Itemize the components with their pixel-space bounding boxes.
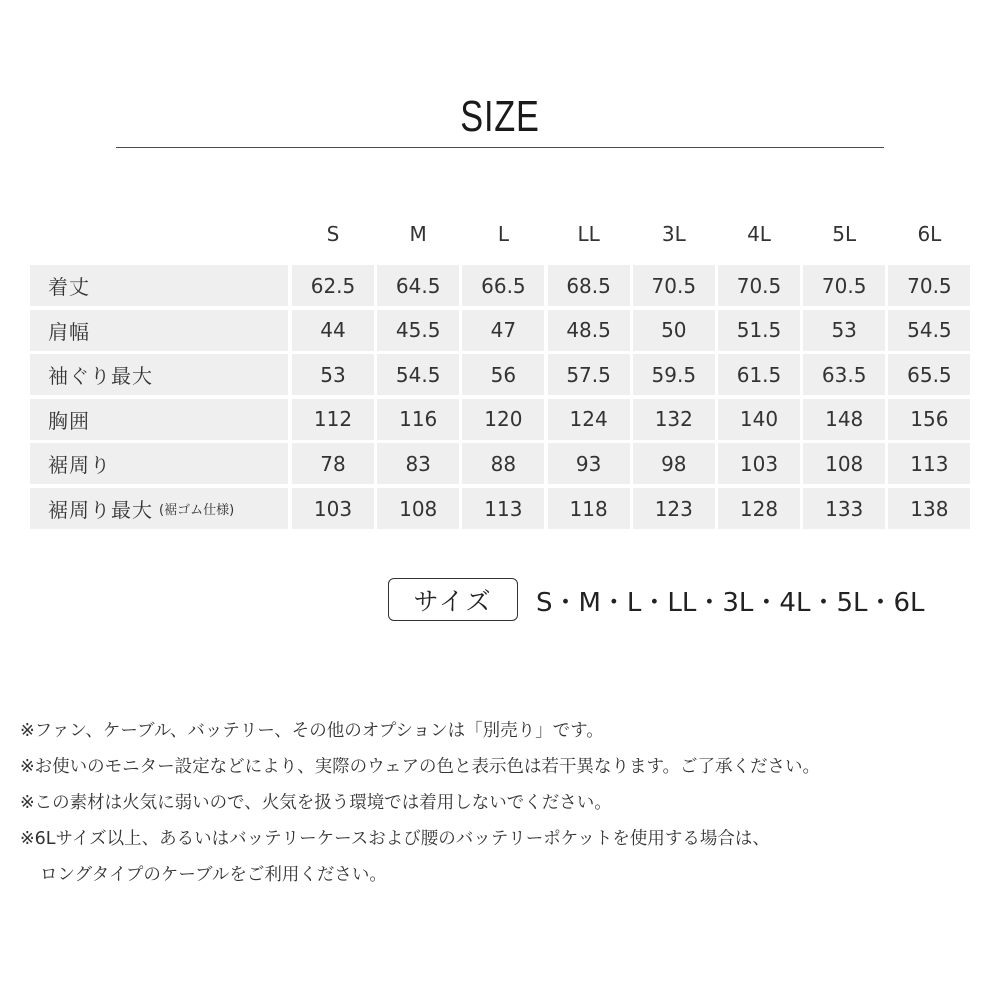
note-line: ※ファン、ケーブル、バッテリー、その他のオプションは「別売り」です。 [20,721,604,741]
table-row [30,488,970,529]
table-cell: 44 [292,310,374,351]
row-label [30,265,288,306]
table-row [30,265,970,306]
table-cell: 112 [292,399,374,440]
available-sizes: S・M・L・LL・3L・4L・5L・6L [536,588,925,618]
row-label-note: (裾ゴム仕様) [159,503,235,518]
row-label-text: 裾周り最大 [48,498,153,522]
table-cell: 140 [718,399,800,440]
table-cell: 103 [292,488,374,529]
table-cell: 98 [633,443,715,484]
size-header-5l: 5L [832,222,857,246]
table-cell: 62.5 [292,265,374,306]
table-cell: 83 [377,443,459,484]
table-cell: 51.5 [718,310,800,351]
table-cell: 48.5 [548,310,630,351]
table-cell: 116 [377,399,459,440]
row-label [30,354,288,395]
table-cell: 65.5 [888,354,970,395]
table-cell: 113 [888,443,970,484]
table-row [30,399,970,440]
table-cell: 53 [292,354,374,395]
row-label [30,443,288,484]
table-cell: 47 [462,310,544,351]
size-header-row [0,222,1000,254]
table-cell: 93 [548,443,630,484]
row-label-text: 着丈 [48,275,90,299]
size-header-3l: 3L [661,222,686,246]
title-divider [116,147,884,148]
note-line: ※この素材は火気に弱いので、火気を扱う環境では着用しないでください。 [20,793,612,813]
table-cell: 70.5 [803,265,885,306]
table-row [30,310,970,351]
row-label [30,399,288,440]
row-label-text: 袖ぐり最大 [48,364,153,389]
size-box-label: サイズ [388,578,518,621]
table-cell: 70.5 [718,265,800,306]
table-cell: 70.5 [888,265,970,306]
table-cell: 45.5 [377,310,459,351]
table-cell: 133 [803,488,885,529]
table-cell: 68.5 [548,265,630,306]
table-cell: 54.5 [888,310,970,351]
size-header-m: M [409,222,427,246]
table-cell: 61.5 [718,354,800,395]
row-label-text: 裾周り [48,453,111,478]
table-cell: 120 [462,399,544,440]
table-cell: 108 [377,488,459,529]
row-label [30,488,288,529]
table-cell: 108 [803,443,885,484]
row-label-text: 胸囲 [48,408,90,433]
notes-section [20,713,985,893]
size-header-4l: 4L [747,222,771,246]
table-cell: 128 [718,488,800,529]
page-title: SIZE [460,92,540,141]
table-row [30,354,970,395]
table-cell: 124 [548,399,630,440]
table-cell: 64.5 [377,265,459,306]
table-cell: 66.5 [462,265,544,306]
table-cell: 132 [633,399,715,440]
note-line: ※6Lサイズ以上、あるいはバッテリーケースおよび腰のバッテリーポケットを使用する場合は、 [20,829,770,849]
table-row [30,443,970,484]
size-header-l: L [497,222,509,246]
row-label-text: 肩幅 [48,319,90,344]
table-cell: 123 [633,488,715,529]
table-cell: 70.5 [633,265,715,306]
table-cell: 88 [462,443,544,484]
table-cell: 103 [718,443,800,484]
table-cell: 50 [633,310,715,351]
table-cell: 138 [888,488,970,529]
size-header-6l: 6L [917,222,942,246]
table-cell: 53 [803,310,885,351]
table-cell: 156 [888,399,970,440]
table-cell: 56 [462,354,544,395]
table-cell: 63.5 [803,354,885,395]
table-cell: 148 [803,399,885,440]
table-cell: 118 [548,488,630,529]
table-cell: 54.5 [377,354,459,395]
table-cell: 78 [292,443,374,484]
size-header-ll: LL [577,222,600,246]
note-line: ロングタイプのケーブルをご利用ください。 [40,865,387,885]
row-label [30,310,288,351]
table-cell: 113 [462,488,544,529]
table-cell: 57.5 [548,354,630,395]
table-cell: 59.5 [633,354,715,395]
size-header-s: S [326,222,340,246]
note-line: ※お使いのモニター設定などにより、実際のウェアの色と表示色は若干異なります。ご了承ください。 [20,757,821,777]
